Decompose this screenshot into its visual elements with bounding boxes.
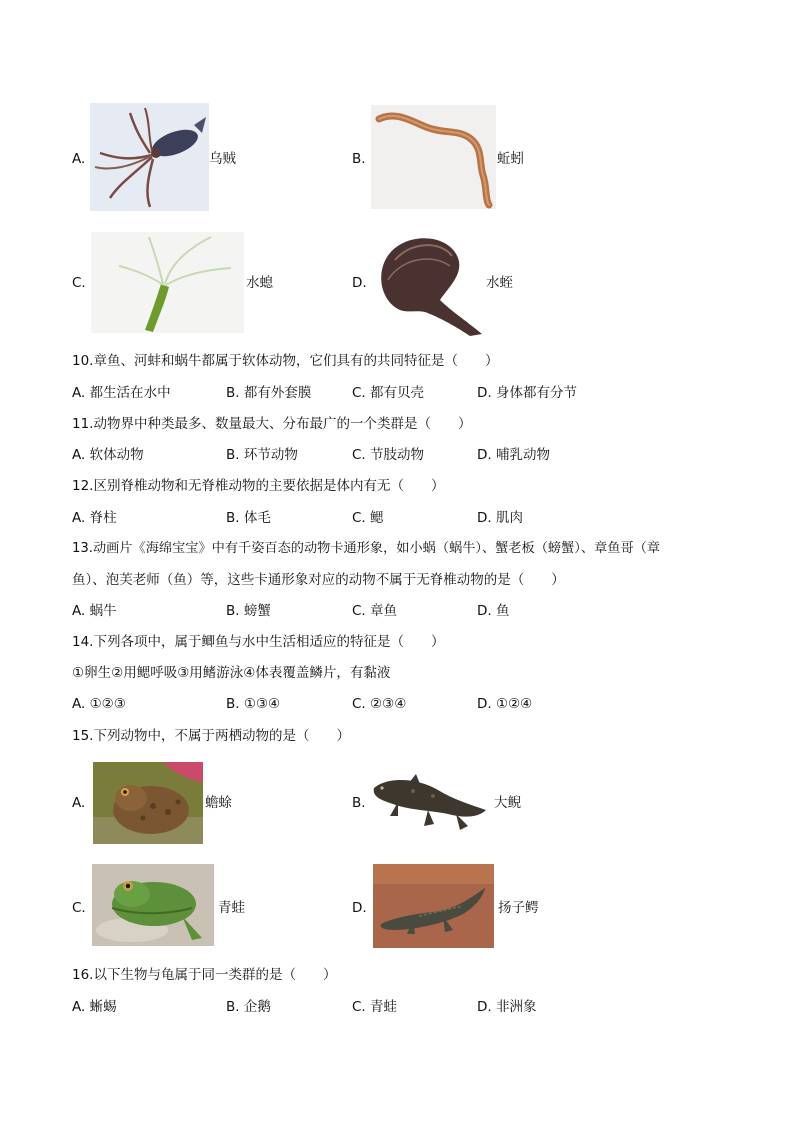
option-letter: C. <box>72 900 86 916</box>
option-b: B. 都有外套膜 <box>226 385 312 401</box>
option-label: 蚯蚓 <box>497 151 524 167</box>
option-c: C. 鳃 <box>352 510 384 526</box>
option-b: B. 环节动物 <box>226 447 298 463</box>
question-10-stem: 10.章鱼、河蚌和蜗牛都属于软体动物，它们具有的共同特征是（ ） <box>72 353 499 369</box>
option-b: B. 企鹅 <box>226 999 271 1015</box>
option-label: 水螅 <box>246 275 273 291</box>
question-13-stem-line2: 鱼）、泡芙老师（鱼）等，这些卡通形象对应的动物不属于无脊椎动物的是（ ） <box>72 572 565 588</box>
option-a: A. 软体动物 <box>72 447 144 463</box>
option-a: A. 脊柱 <box>72 510 117 526</box>
salamander-photo <box>368 766 492 838</box>
question-15-stem: 15.下列动物中，不属于两栖动物的是（ ） <box>72 728 350 744</box>
alligator-photo <box>373 864 494 948</box>
option-c: C. 都有贝壳 <box>352 385 425 401</box>
option-a: A. 蜥蜴 <box>72 999 117 1015</box>
option-b: B. ①③④ <box>226 696 281 712</box>
option-d: D. 鱼 <box>477 603 510 619</box>
option-label: 大鲵 <box>494 795 521 811</box>
question-13-stem-line1: 13.动画片《海绵宝宝》中有千姿百态的动物卡通形象，如小蜗（蜗牛）、蟹老板（螃蟹）、章鱼哥（章 <box>72 541 661 556</box>
option-a: A. 蜗牛 <box>72 603 117 619</box>
option-c: C. 章鱼 <box>352 603 398 619</box>
earthworm-photo <box>371 105 496 209</box>
option-letter: A. <box>72 151 86 167</box>
question-11-stem: 11.动物界中种类最多、数量最大、分布最广的一个类群是（ ） <box>72 416 472 432</box>
option-d: D. 肌肉 <box>477 510 523 526</box>
option-b: B. 螃蟹 <box>226 603 271 619</box>
leech-photo <box>370 230 485 337</box>
option-letter: D. <box>352 275 367 291</box>
option-label: 乌贼 <box>209 151 236 167</box>
question-14-items: ①卵生②用鳃呼吸③用鳍游泳④体表覆盖鳞片，有黏液 <box>72 665 391 681</box>
option-d: D. 非洲象 <box>477 999 537 1015</box>
option-c: C. 节肢动物 <box>352 447 425 463</box>
hydra-photo <box>91 232 244 333</box>
frog-photo <box>92 864 214 946</box>
squid-photo <box>90 103 209 211</box>
option-letter: D. <box>352 900 367 916</box>
question-16-stem: 16.以下生物与龟属于同一类群的是（ ） <box>72 967 337 983</box>
option-label: 水蛭 <box>486 275 513 291</box>
option-label: 蟾蜍 <box>205 795 232 811</box>
option-a: A. 都生活在水中 <box>72 385 171 401</box>
option-d: D. 哺乳动物 <box>477 447 550 463</box>
option-c: C. 青蛙 <box>352 999 398 1015</box>
option-label: 青蛙 <box>218 900 245 916</box>
option-letter: C. <box>72 275 86 291</box>
option-c: C. ②③④ <box>352 696 407 712</box>
toad-photo <box>93 762 203 844</box>
option-letter: B. <box>352 151 366 167</box>
option-d: D. 身体都有分节 <box>477 385 577 401</box>
question-12-stem: 12.区别脊椎动物和无脊椎动物的主要依据是体内有无（ ） <box>72 478 445 494</box>
question-14-stem: 14.下列各项中，属于鲫鱼与水中生活相适应的特征是（ ） <box>72 634 445 650</box>
option-letter: A. <box>72 795 86 811</box>
option-a: A. ①②③ <box>72 696 126 712</box>
option-letter: B. <box>352 795 366 811</box>
option-label: 扬子鳄 <box>498 900 539 916</box>
option-b: B. 体毛 <box>226 510 271 526</box>
option-d: D. ①②④ <box>477 696 533 712</box>
